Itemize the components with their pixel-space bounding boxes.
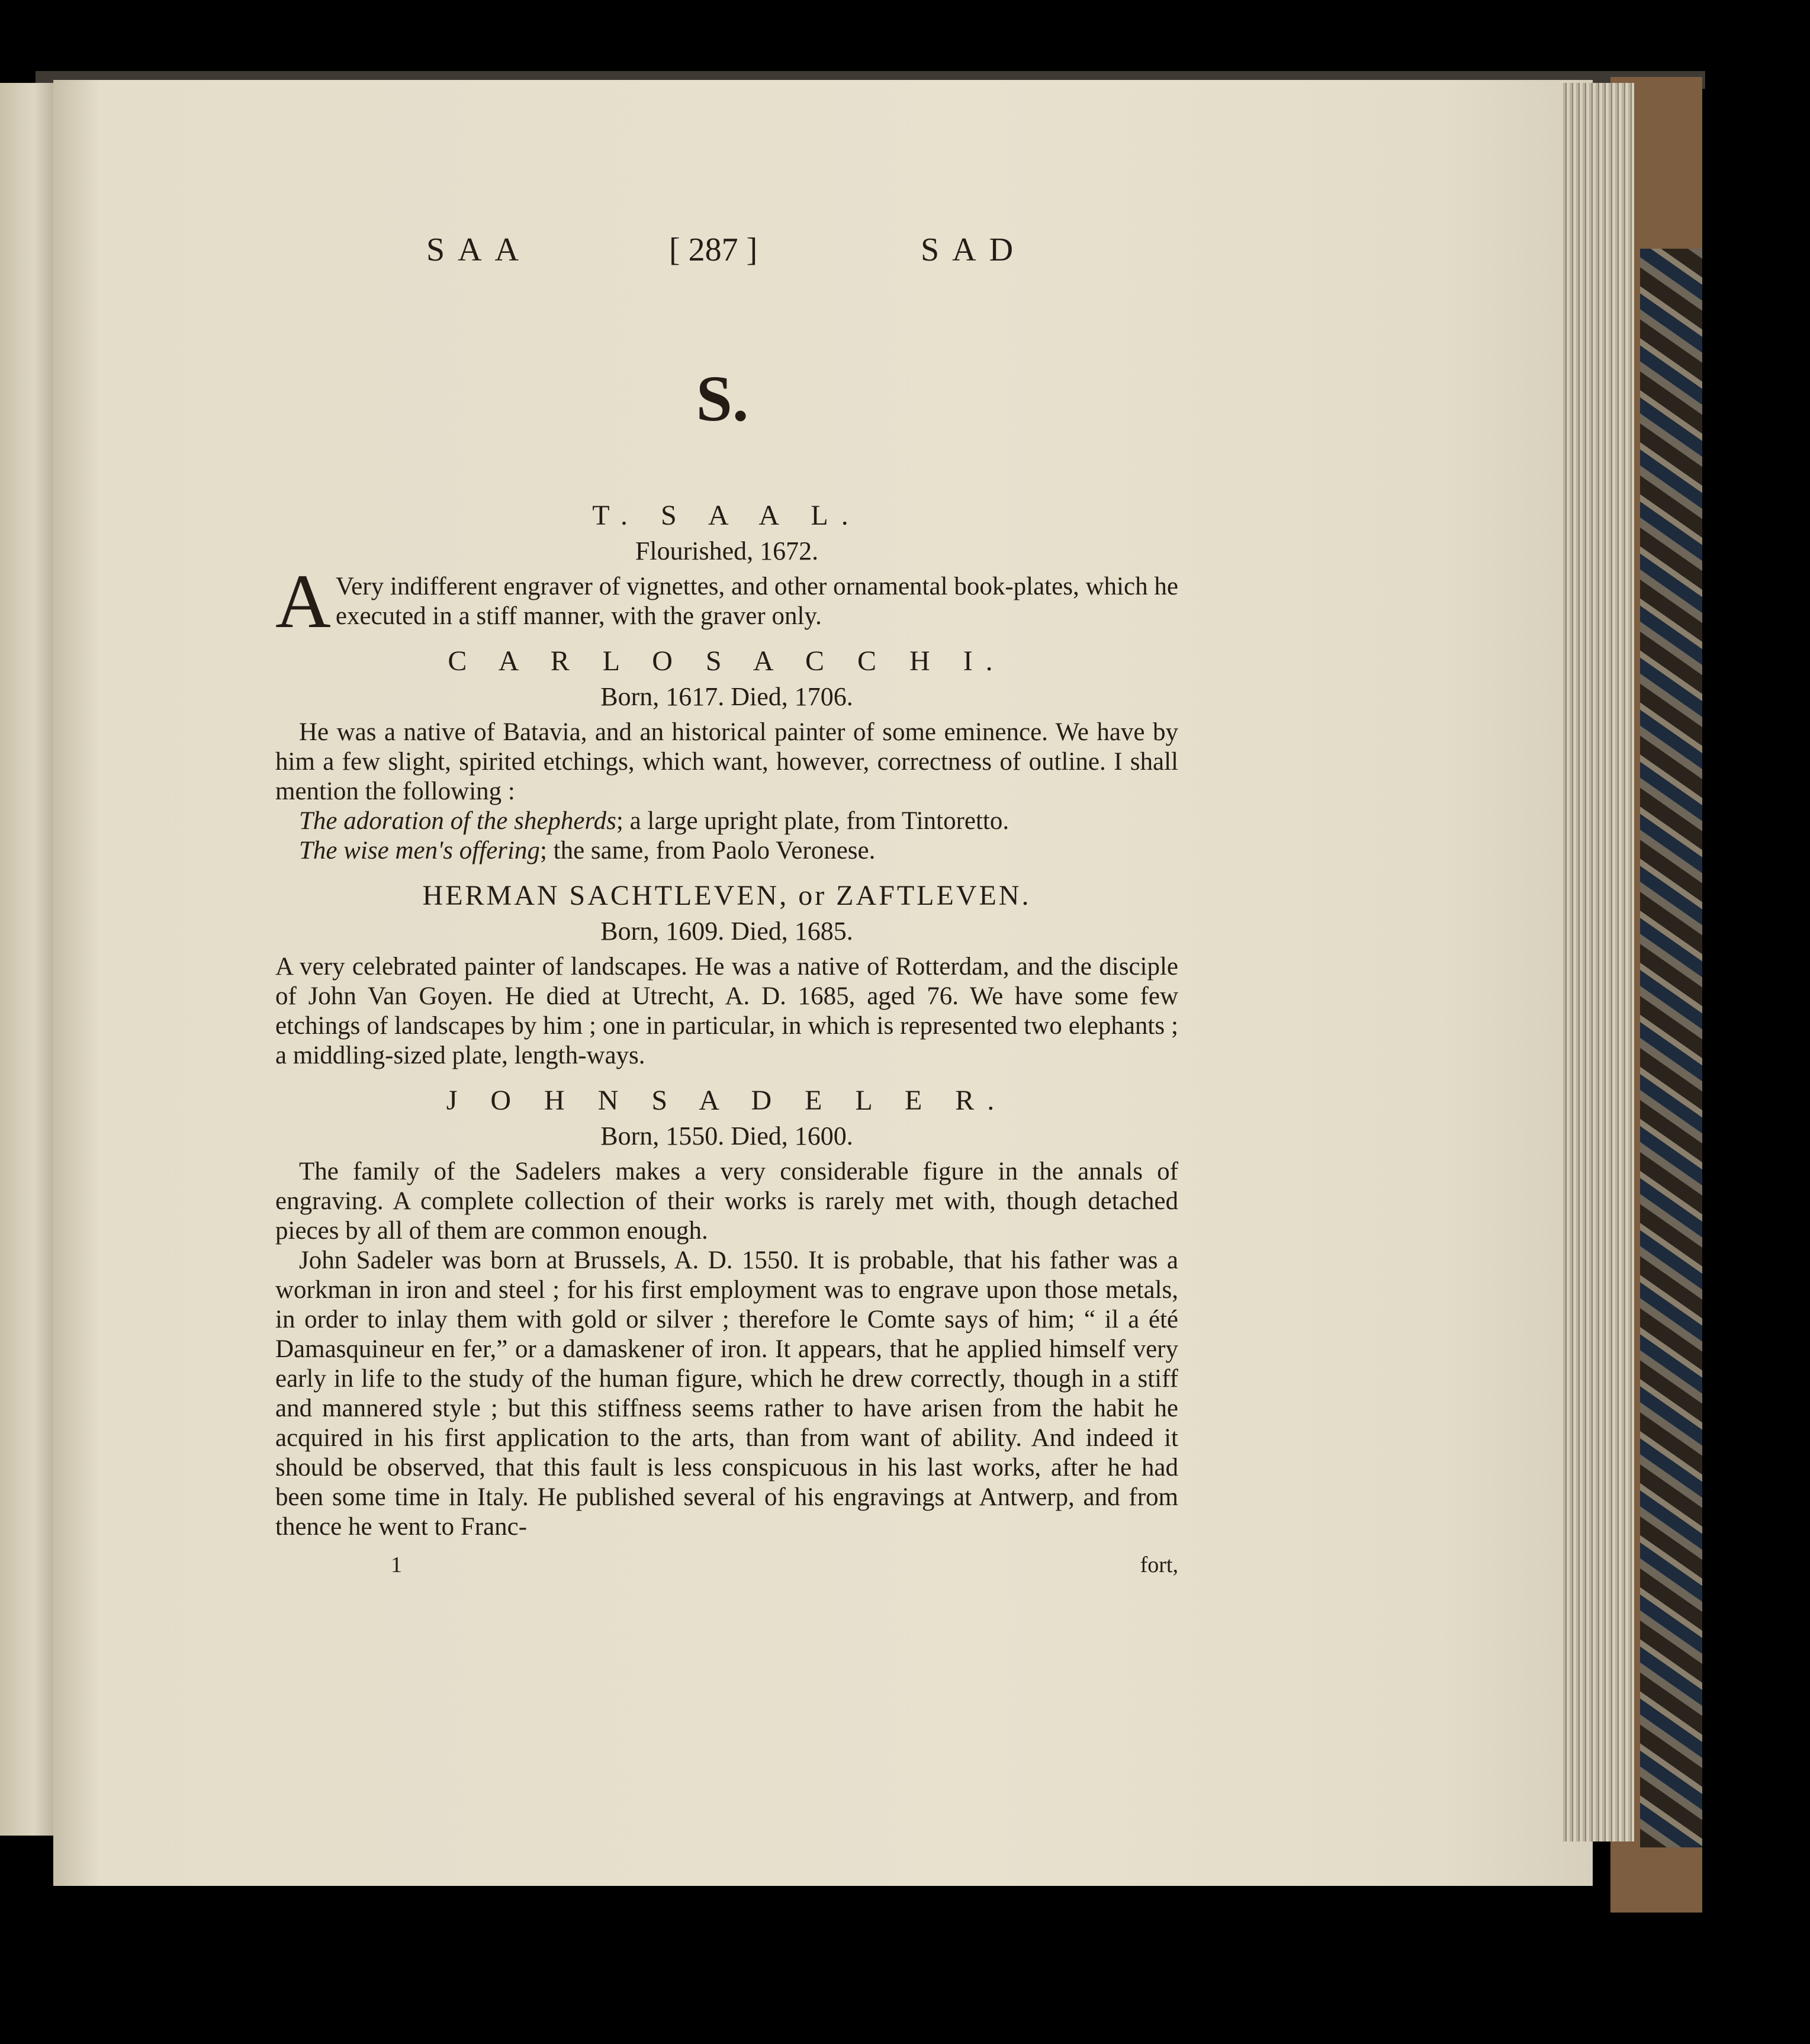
entry-paragraph: The family of the Sadelers makes a very considerable figure in the annals of engraving. A complete collection of their works is rarely met with, though detached pieces by all of them are common enough. [275,1158,1178,1245]
running-head-right: SAD [921,232,1027,268]
work-description: ; a large upright plate, from Tintoretto. [616,807,1010,835]
running-head-left: SAA [426,232,532,268]
work-title: The wise men's offering [299,837,540,864]
section-letter: S. [696,362,749,435]
entry-paragraph: He was a native of Batavia, and an historical painter of some eminence. We have by him a few slight, spirited etchings, which want, however, correctness of outline. I shall mention the following : [275,718,1178,805]
marbled-cover [1640,249,1702,1847]
entry-dates: Born, 1609. Died, 1685. [600,917,853,946]
entry-paragraph: A very celebrated painter of landscapes. He was a native of Rotterdam, and the disciple of John Van Goyen. He died at Utrecht, A. D. 1685, aged 76. We have some few etchings of landscapes by him ; one in particular, in which is represented two elephants ; a middling-sized plate, length-ways. [275,953,1178,1069]
entry-name: C A R L O S A C C H I. [448,645,1006,677]
entry-name: HERMAN SACHTLEVEN, or ZAFTLEVEN. [422,880,1031,911]
page-footer [275,1550,1178,1580]
entry-paragraph: John Sadeler was born at Brussels, A. D. 1550. It is probable, that his father was a workman in iron and steel ; for his first employment was to engrave upon those metals, in order to inlay them with gold or silver ; therefore le Comte says of him; “ il a été Damasquineur en fer,” or a damaskener of iron. It appears, that he applied himself very early in life to the study of the human figure, which he drew correctly, though in a stiff and mannered style ; but this stiffness seems rather to have arisen from the habit he acquired in his first application to the arts, than from want of ability. And indeed it should be observed, that this fault is less conspicuous in his last works, after he had been some time in Italy. He published several of his engravings at Antwerp, and from thence he went to Franc- [275,1246,1178,1541]
entry-name: J O H N S A D E L E R. [446,1085,1008,1116]
entry-dates: Born, 1550. Died, 1600. [600,1121,853,1150]
entry-dates: Flourished, 1672. [635,536,819,565]
entry-sachtleven [275,881,1178,1071]
facing-page-edge [0,83,56,1836]
page-text [275,486,1178,1580]
page-number: [ 287 ] [669,232,758,268]
catchword: fort, [1140,1553,1178,1577]
entry-dates: Born, 1617. Died, 1706. [600,682,853,711]
work-description: ; the same, from Paolo Veronese. [539,837,876,864]
work-item [275,836,1178,866]
entry-paragraph: AVery indifferent engraver of vignettes, and other ornamental book-plates, which he executed in a stiff manner, with the graver only. [275,559,1178,644]
signature-mark: 1 [391,1553,402,1577]
entry-sacchi [275,647,1178,866]
work-title: The adoration of the shepherds [299,807,616,835]
entry-name: T. S A A L. [592,500,861,531]
entry-saal [275,500,1178,644]
entry-sadeler [275,1086,1178,1542]
page-block-edges [1563,83,1634,1841]
work-item [275,806,1178,836]
